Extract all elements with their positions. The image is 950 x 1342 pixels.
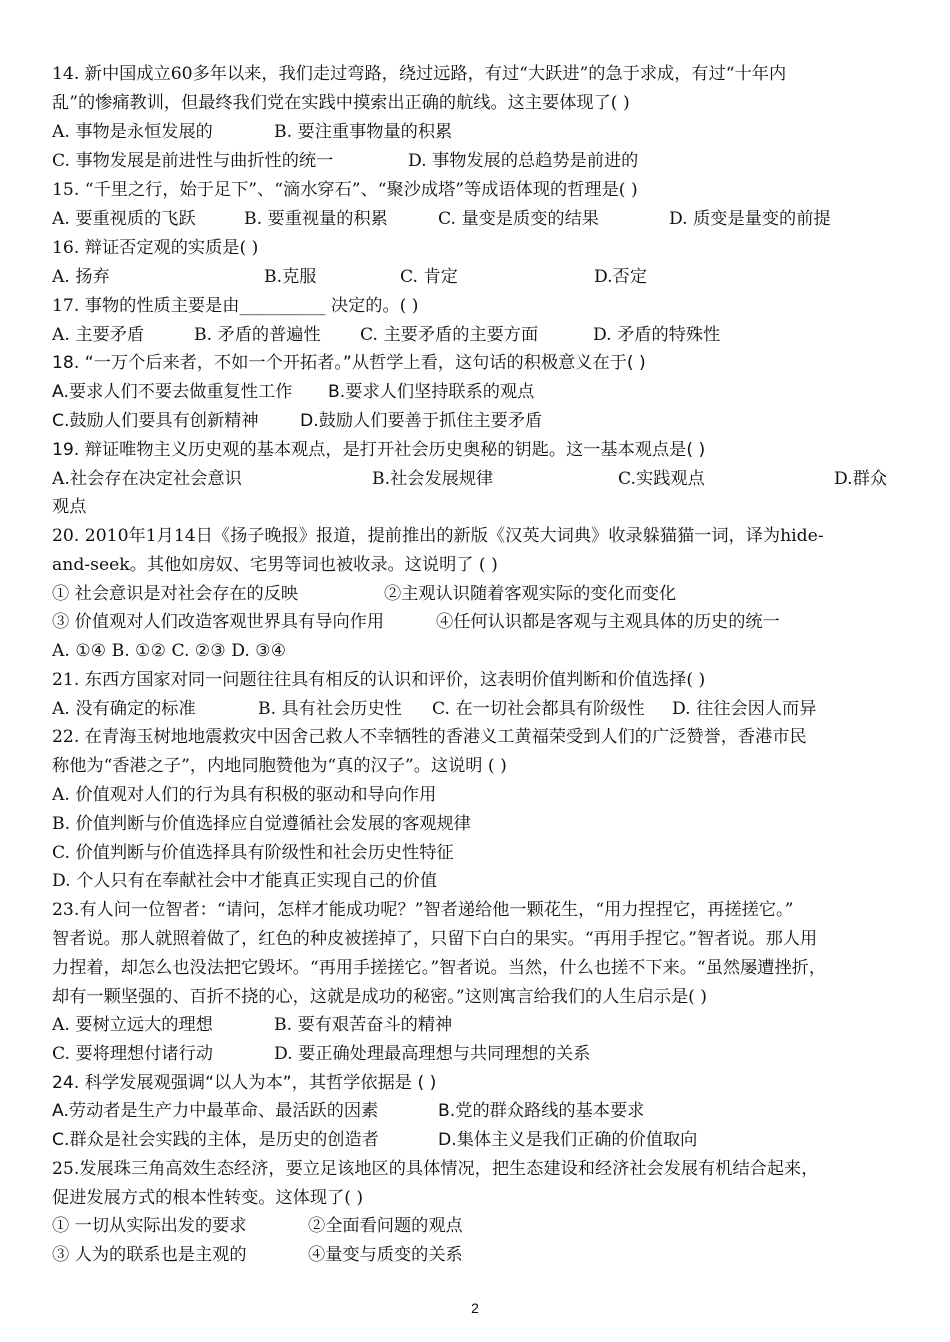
q14-option-b: B. 要注重事物量的积累 bbox=[274, 122, 453, 142]
q20-stem-line2: and-seek。其他如房奴、宅男等词也被收录。这说明了 ( ) bbox=[52, 555, 498, 575]
q14-option-a: A. 事物是永恒发展的 bbox=[52, 122, 213, 142]
page-number: 2 bbox=[471, 1300, 479, 1316]
q24-option-c: C.群众是社会实践的主体，是历史的创造者 bbox=[52, 1130, 379, 1150]
q25-statement-3: ③ 人为的联系也是主观的 bbox=[52, 1245, 247, 1265]
q22-option-a: A. 价值观对人们的行为具有积极的驱动和导向作用 bbox=[52, 785, 437, 805]
q18-option-d: D.鼓励人们要善于抓住主要矛盾 bbox=[300, 411, 543, 431]
q19-option-b: B.社会发展规律 bbox=[372, 469, 494, 489]
q19-options bbox=[52, 467, 902, 493]
q24-stem: 24. 科学发展观强调“以人为本”，其哲学依据是 ( ) bbox=[52, 1073, 437, 1093]
q17-options bbox=[52, 323, 902, 349]
q24-options-row2 bbox=[52, 1128, 902, 1154]
q20-statements-row2 bbox=[52, 610, 902, 636]
q19-option-d: D.群众 bbox=[834, 469, 888, 489]
q25-statement-4: ④量变与质变的关系 bbox=[308, 1245, 463, 1265]
q22-option-c: C. 价值判断与价值选择具有阶级性和社会历史性特征 bbox=[52, 843, 454, 863]
q20-statements-row1 bbox=[52, 582, 902, 608]
q22-option-d: D. 个人只有在奉献社会中才能真正实现自己的价值 bbox=[52, 871, 438, 891]
q19-option-c: C.实践观点 bbox=[618, 469, 705, 489]
q15-option-b: B. 要重视量的积累 bbox=[244, 209, 388, 229]
q20-statement-3: ③ 价值观对人们改造客观世界具有导向作用 bbox=[52, 612, 385, 632]
q17-option-c: C. 主要矛盾的主要方面 bbox=[360, 325, 539, 345]
q17-stem: 17. 事物的性质主要是由__________ 决定的。( ) bbox=[52, 296, 419, 316]
q16-option-a: A. 扬弃 bbox=[52, 267, 110, 287]
q20-stem-line1: 20. 2010年1月14日《扬子晚报》报道，提前推出的新版《汉英大词典》收录躲猫猫一词，译为hide- bbox=[52, 526, 824, 546]
q20-choices: A. ①④ B. ①② C. ②③ D. ③④ bbox=[52, 641, 287, 661]
q24-options-row1 bbox=[52, 1099, 902, 1125]
q21-option-a: A. 没有确定的标准 bbox=[52, 699, 196, 719]
q16-options bbox=[52, 265, 902, 291]
q23-option-b: B. 要有艰苦奋斗的精神 bbox=[274, 1015, 453, 1035]
q15-options bbox=[52, 207, 902, 233]
q17-option-a: A. 主要矛盾 bbox=[52, 325, 145, 345]
q16-stem: 16. 辩证否定观的实质是( ) bbox=[52, 238, 259, 258]
q25-statements-row1 bbox=[52, 1214, 902, 1240]
q14-stem-line2: 乱”的惨痛教训，但最终我们党在实践中摸索出正确的航线。这主要体现了( ) bbox=[52, 93, 630, 113]
q22-option-b: B. 价值判断与价值选择应自觉遵循社会发展的客观规律 bbox=[52, 814, 471, 834]
q24-option-b: B.党的群众路线的基本要求 bbox=[438, 1101, 645, 1121]
q17-option-d: D. 矛盾的特殊性 bbox=[593, 325, 721, 345]
q18-option-c: C.鼓励人们要具有创新精神 bbox=[52, 411, 259, 431]
q14-option-d: D. 事物发展的总趋势是前进的 bbox=[408, 151, 639, 171]
q16-option-d: D.否定 bbox=[594, 267, 648, 287]
q16-option-c: C. 肯定 bbox=[400, 267, 458, 287]
q18-stem: 18. “一万个后来者，不如一个开拓者。”从哲学上看，这句话的积极意义在于( ) bbox=[52, 353, 646, 373]
q15-option-a: A. 要重视质的飞跃 bbox=[52, 209, 196, 229]
q20-statement-1: ① 社会意识是对社会存在的反映 bbox=[52, 584, 299, 604]
q14-stem-line1: 14. 新中国成立60多年以来，我们走过弯路，绕过远路，有过“大跃进”的急于求成，有过“十年内 bbox=[52, 64, 787, 84]
q21-options bbox=[52, 697, 902, 723]
q23-stem-line3: 力捏着，却怎么也没法把它毁坏。“再用手搓搓它。”智者说。当然，什么也搓不下来。“虽然屡遭挫折， bbox=[52, 958, 827, 978]
q15-option-d: D. 质变是量变的前提 bbox=[669, 209, 831, 229]
q19-option-d-continued: 观点 bbox=[52, 497, 87, 517]
q23-option-c: C. 要将理想付诸行动 bbox=[52, 1044, 213, 1064]
q21-option-d: D. 往往会因人而异 bbox=[672, 699, 817, 719]
q17-option-b: B. 矛盾的普遍性 bbox=[194, 325, 321, 345]
q18-options-row2 bbox=[52, 409, 902, 435]
q25-statement-1: ① 一切从实际出发的要求 bbox=[52, 1216, 247, 1236]
q18-option-b: B.要求人们坚持联系的观点 bbox=[328, 382, 535, 402]
q25-statement-2: ②全面看问题的观点 bbox=[308, 1216, 463, 1236]
q21-stem: 21. 东西方国家对同一问题往往具有相反的认识和评价，这表明价值判断和价值选择( ) bbox=[52, 670, 706, 690]
q20-statement-2: ②主观认识随着客观实际的变化而变化 bbox=[384, 584, 677, 604]
q23-stem-line1: 23.有人问一位智者：“请问，怎样才能成功呢？”智者递给他一颗花生，“用力捏捏它，再搓搓它。” bbox=[52, 900, 794, 920]
q24-option-d: D.集体主义是我们正确的价值取向 bbox=[438, 1130, 698, 1150]
q23-stem-line2: 智者说。那人就照着做了，红色的种皮被搓掉了，只留下白白的果实。“再用手捏它。”智者说。那人用 bbox=[52, 929, 818, 949]
q19-stem: 19. 辩证唯物主义历史观的基本观点，是打开社会历史奥秘的钥匙。这一基本观点是( ) bbox=[52, 440, 706, 460]
q15-stem: 15. “千里之行，始于足下”、“滴水穿石”、“聚沙成塔”等成语体现的哲理是( ) bbox=[52, 180, 638, 200]
q15-option-c: C. 量变是质变的结果 bbox=[438, 209, 599, 229]
q21-option-b: B. 具有社会历史性 bbox=[258, 699, 402, 719]
q23-stem-line4: 却有一颗坚强的、百折不挠的心，这就是成功的秘密。”这则寓言给我们的人生启示是( ) bbox=[52, 987, 708, 1007]
q25-statements-row2 bbox=[52, 1243, 902, 1269]
q25-stem-line1: 25.发展珠三角高效生态经济，要立足该地区的具体情况，把生态建设和经济社会发展有机结合起来， bbox=[52, 1159, 819, 1179]
q21-option-c: C. 在一切社会都具有阶级性 bbox=[432, 699, 645, 719]
q18-option-a: A.要求人们不要去做重复性工作 bbox=[52, 382, 293, 402]
q14-options-row2 bbox=[52, 149, 902, 175]
q14-option-c: C. 事物发展是前进性与曲折性的统一 bbox=[52, 151, 334, 171]
q23-option-a: A. 要树立远大的理想 bbox=[52, 1015, 213, 1035]
q22-stem-line2: 称他为“香港之子”，内地同胞赞他为“真的汉子”。这说明 ( ) bbox=[52, 756, 507, 776]
q19-option-a: A.社会存在决定社会意识 bbox=[52, 469, 242, 489]
q16-option-b: B.克服 bbox=[264, 267, 317, 287]
q25-stem-line2: 促进发展方式的根本性转变。这体现了( ) bbox=[52, 1188, 364, 1208]
q22-stem-line1: 22. 在青海玉树地地震救灾中因舍己救人不幸牺牲的香港义工黄福荣受到人们的广泛赞誉，香港市民 bbox=[52, 727, 807, 747]
q14-options-row1 bbox=[52, 120, 902, 146]
q23-options-row1 bbox=[52, 1013, 902, 1039]
q20-statement-4: ④任何认识都是客观与主观具体的历史的统一 bbox=[436, 612, 780, 632]
q24-option-a: A.劳动者是生产力中最革命、最活跃的因素 bbox=[52, 1101, 379, 1121]
q23-option-d: D. 要正确处理最高理想与共同理想的关系 bbox=[274, 1044, 591, 1064]
q18-options-row1 bbox=[52, 380, 902, 406]
q23-options-row2 bbox=[52, 1042, 902, 1068]
